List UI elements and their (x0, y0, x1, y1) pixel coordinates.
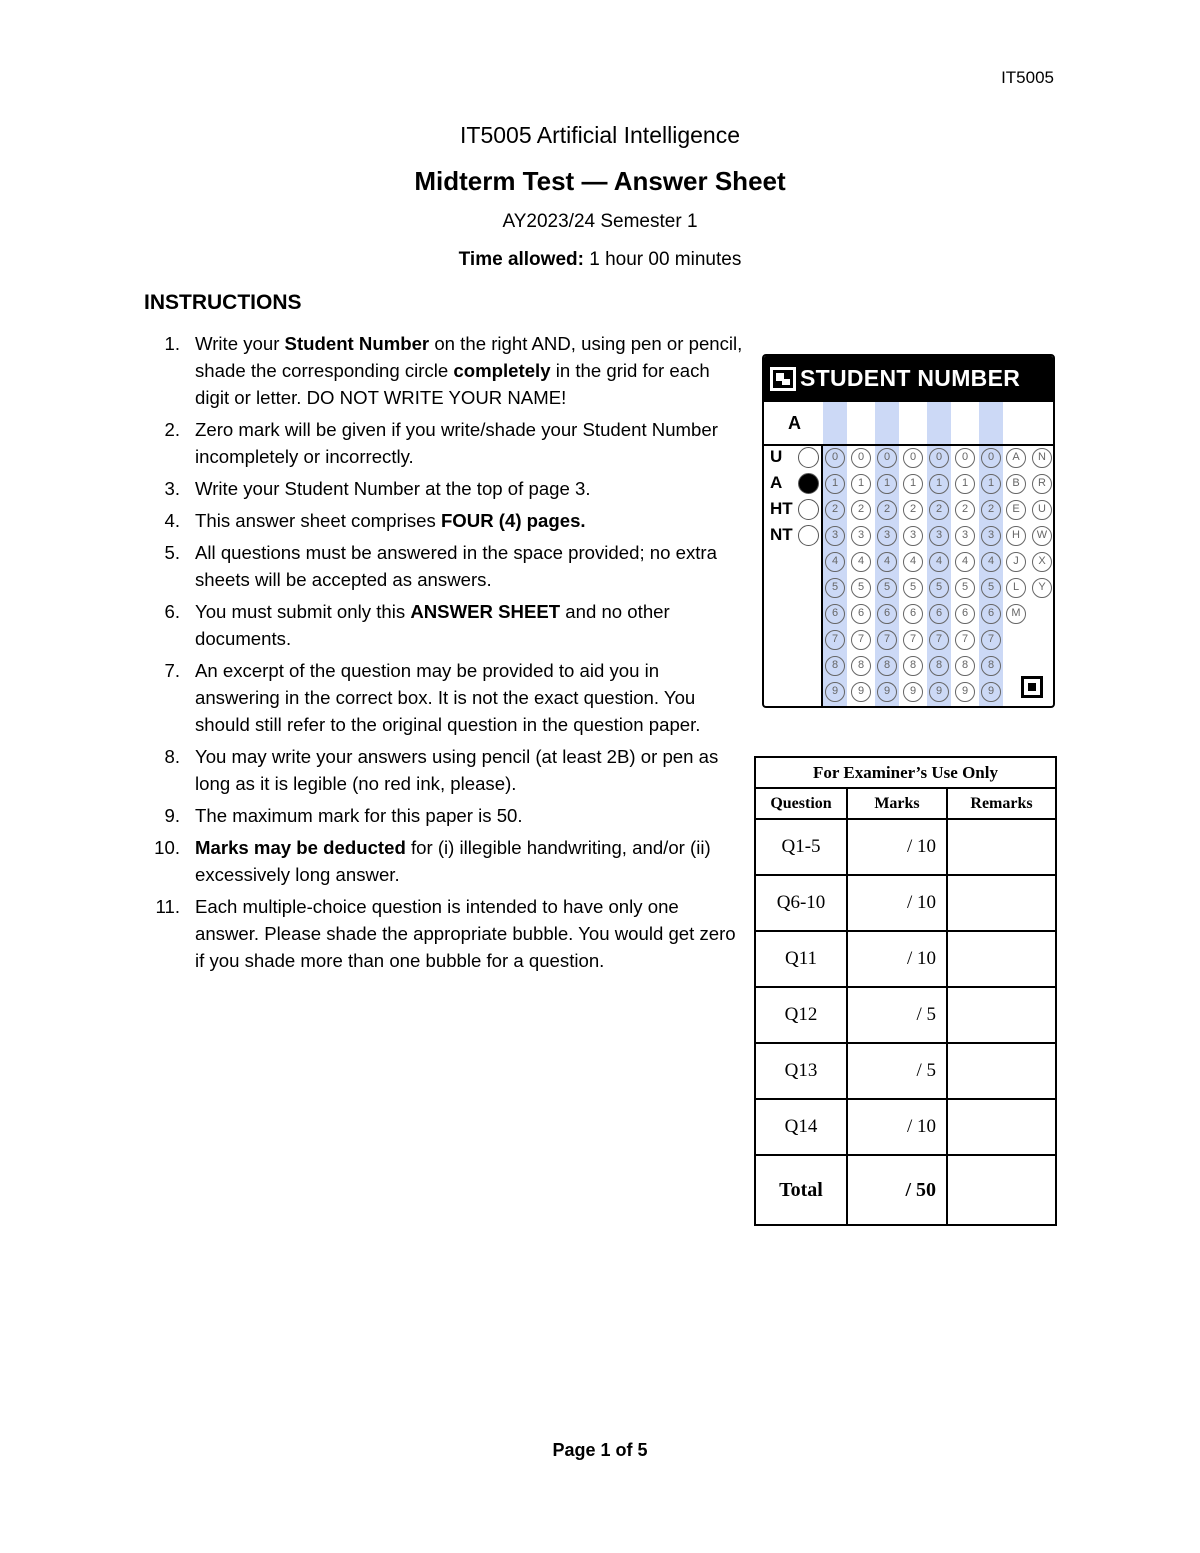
digit-bubble[interactable]: 7 (929, 630, 949, 650)
digit-bubble[interactable]: 2 (981, 500, 1001, 520)
student-number-grid (762, 354, 1055, 708)
digit-bubble[interactable]: 9 (955, 682, 975, 702)
instruction-item (144, 475, 744, 502)
digit-bubble[interactable]: 6 (877, 604, 897, 624)
instruction-text: Each multiple-choice question is intended to have only one answer. Please shade the appropriate bubble. You would get zero if you shade more than one bubble for a question. (195, 896, 736, 971)
instruction-text: The maximum mark for this paper is 50. (195, 805, 523, 826)
table-row (755, 987, 1056, 1043)
instruction-text: and no other documents. (195, 601, 670, 649)
letter-bubble[interactable]: Y (1032, 578, 1052, 598)
written-letter: A (788, 413, 801, 433)
digit-bubble[interactable]: 8 (929, 656, 949, 676)
instruction-number: 4. (164, 510, 180, 531)
semester-line: AY2023/24 Semester 1 (502, 211, 698, 232)
prefix-bubble[interactable] (798, 447, 819, 468)
marks-cell[interactable]: / 10 (847, 931, 947, 987)
digit-bubble[interactable]: 9 (851, 682, 871, 702)
digit-bubble[interactable]: 5 (955, 578, 975, 598)
question-cell: Q11 (755, 931, 847, 987)
prefix-bubble[interactable] (798, 525, 819, 546)
digit-bubble[interactable]: 0 (981, 448, 1001, 468)
letter-bubble[interactable]: J (1006, 552, 1026, 572)
letter-bubble[interactable]: L (1006, 578, 1026, 598)
instruction-number: 9. (164, 805, 180, 826)
instruction-number: 8. (164, 746, 180, 767)
instruction-text: You may write your answers using pencil (at least 2B) or pen as long as it is legible (no red ink, please). (195, 746, 719, 794)
letter-bubble[interactable]: E (1006, 500, 1026, 520)
digit-bubble[interactable]: 6 (903, 604, 923, 624)
remarks-cell[interactable] (947, 875, 1056, 931)
digit-bubble[interactable]: 7 (825, 630, 845, 650)
instruction-item (144, 743, 744, 797)
instruction-text: on the right AND, using pen or pencil, shade the corresponding circle (195, 333, 743, 381)
instruction-item (144, 539, 744, 593)
digit-bubble[interactable]: 7 (851, 630, 871, 650)
digit-bubble[interactable]: 6 (955, 604, 975, 624)
digit-bubble[interactable]: 8 (825, 656, 845, 676)
table-row (755, 875, 1056, 931)
instruction-item (144, 330, 744, 411)
examiner-table (754, 756, 1057, 1226)
instruction-item (144, 598, 744, 652)
digit-bubble[interactable]: 9 (929, 682, 949, 702)
digit-bubble[interactable]: 0 (955, 448, 975, 468)
digit-bubble[interactable]: 6 (981, 604, 1001, 624)
digit-bubble[interactable]: 2 (825, 500, 845, 520)
instruction-text: An excerpt of the question may be provided to aid you in answering in the correct box. It is not the exact question. You should still refer to the original question in the question paper. (195, 660, 701, 735)
prefix-label: U (770, 447, 783, 466)
remarks-cell[interactable] (947, 1099, 1056, 1155)
digit-bubble[interactable]: 2 (955, 500, 975, 520)
digit-bubble[interactable]: 0 (877, 448, 897, 468)
instruction-item (144, 893, 744, 974)
letter-bubble[interactable]: N (1032, 448, 1052, 468)
instruction-item (144, 416, 744, 470)
total-marks-cell[interactable]: / 50 (847, 1155, 947, 1225)
digit-bubble[interactable]: 7 (903, 630, 923, 650)
digit-bubble[interactable]: 4 (877, 552, 897, 572)
total-row (755, 1155, 1056, 1225)
instruction-text: You must submit only this (195, 601, 411, 622)
digit-bubble[interactable]: 8 (903, 656, 923, 676)
digit-bubble[interactable]: 3 (903, 526, 923, 546)
instruction-text: for (i) illegible handwriting, and/or (ii) excessively long answer. (195, 837, 711, 885)
marks-cell[interactable]: / 10 (847, 819, 947, 875)
digit-bubble[interactable]: 9 (877, 682, 897, 702)
column-header-marks: Marks (847, 788, 947, 819)
instruction-text: FOUR (4) pages. (440, 510, 586, 531)
digit-bubble[interactable]: 9 (825, 682, 845, 702)
letter-bubble[interactable]: W (1032, 526, 1052, 546)
marks-cell[interactable]: / 5 (847, 1043, 947, 1099)
digit-bubble[interactable]: 1 (877, 474, 897, 494)
digit-bubble[interactable]: 6 (851, 604, 871, 624)
page-title: Midterm Test — Answer Sheet (414, 166, 786, 196)
digit-bubble[interactable]: 5 (825, 578, 845, 598)
question-cell: Q12 (755, 987, 847, 1043)
digit-bubble[interactable]: 2 (877, 500, 897, 520)
instruction-number: 1. (164, 333, 180, 354)
digit-bubble[interactable]: 5 (877, 578, 897, 598)
letter-bubble[interactable]: M (1006, 604, 1026, 624)
remarks-cell[interactable] (947, 1043, 1056, 1099)
digit-bubble[interactable]: 4 (981, 552, 1001, 572)
digit-bubble[interactable]: 4 (955, 552, 975, 572)
column-header-remarks: Remarks (947, 788, 1056, 819)
examiner-caption: For Examiner’s Use Only (755, 757, 1056, 788)
digit-bubble[interactable]: 8 (955, 656, 975, 676)
marks-cell[interactable]: / 10 (847, 1099, 947, 1155)
instruction-text: This answer sheet comprises (195, 510, 441, 531)
instruction-number: 2. (164, 419, 180, 440)
question-cell: Q13 (755, 1043, 847, 1099)
grid-divider (764, 444, 1055, 446)
instruction-item (144, 507, 744, 534)
digit-bubble[interactable]: 2 (929, 500, 949, 520)
instruction-text: Marks may be deducted (195, 837, 406, 858)
digit-bubble[interactable]: 3 (981, 526, 1001, 546)
digit-bubble[interactable]: 0 (825, 448, 845, 468)
instruction-item (144, 834, 744, 888)
instruction-item (144, 657, 744, 738)
instruction-number: 3. (164, 478, 180, 499)
digit-bubble[interactable]: 0 (929, 448, 949, 468)
instruction-text: All questions must be answered in the space provided; no extra sheets will be accepted as answers. (195, 542, 717, 590)
digit-bubble[interactable]: 0 (903, 448, 923, 468)
remarks-cell[interactable] (947, 1155, 1056, 1225)
corner-marker-icon (1021, 676, 1043, 698)
marks-cell[interactable]: / 5 (847, 987, 947, 1043)
header-course-code: IT5005 (1001, 68, 1054, 87)
digit-bubble[interactable]: 0 (851, 448, 871, 468)
letter-bubble[interactable]: A (1006, 448, 1026, 468)
instruction-number: 5. (164, 542, 180, 563)
digit-bubble[interactable]: 8 (851, 656, 871, 676)
digit-bubble[interactable]: 4 (929, 552, 949, 572)
letter-bubble[interactable]: R (1032, 474, 1052, 494)
digit-bubble[interactable]: 7 (877, 630, 897, 650)
instructions-heading: INSTRUCTIONS (144, 291, 302, 314)
time-value: 1 hour 00 minutes (583, 249, 742, 270)
table-row (755, 931, 1056, 987)
digit-bubble[interactable]: 2 (851, 500, 871, 520)
prefix-bubble[interactable] (798, 499, 819, 520)
qr-code-icon (770, 367, 796, 391)
instruction-number: 7. (164, 660, 180, 681)
letter-bubble[interactable]: H (1006, 526, 1026, 546)
instruction-number: 6. (164, 601, 180, 622)
digit-bubble[interactable]: 9 (903, 682, 923, 702)
page-footer: Page 1 of 5 (552, 1440, 648, 1460)
instruction-text: Write your (195, 333, 285, 354)
column-header-question: Question (755, 788, 847, 819)
digit-bubble[interactable]: 1 (903, 474, 923, 494)
digit-bubble[interactable]: 1 (825, 474, 845, 494)
instruction-text: ANSWER SHEET (410, 601, 561, 622)
letter-bubble[interactable]: X (1032, 552, 1052, 572)
grid-divider (821, 444, 823, 708)
digit-bubble[interactable]: 8 (981, 656, 1001, 676)
digit-bubble[interactable]: 5 (981, 578, 1001, 598)
digit-bubble[interactable]: 1 (929, 474, 949, 494)
digit-bubble[interactable]: 4 (851, 552, 871, 572)
digit-bubble[interactable]: 6 (929, 604, 949, 624)
digit-bubble[interactable]: 6 (825, 604, 845, 624)
remarks-cell[interactable] (947, 987, 1056, 1043)
digit-bubble[interactable]: 1 (851, 474, 871, 494)
time-label: Time allowed: (458, 249, 584, 270)
instruction-number: 11. (155, 896, 180, 917)
instruction-text: completely (453, 360, 551, 381)
digit-bubble[interactable]: 3 (825, 526, 845, 546)
student-number-header (764, 356, 1055, 402)
time-allowed (0, 249, 1200, 271)
remarks-cell[interactable] (947, 931, 1056, 987)
prefix-bubble[interactable] (798, 473, 819, 494)
digit-bubble[interactable]: 5 (929, 578, 949, 598)
digit-bubble[interactable]: 3 (929, 526, 949, 546)
student-number-title: STUDENT NUMBER (800, 365, 1021, 391)
question-cell: Q14 (755, 1099, 847, 1155)
digit-bubble[interactable]: 7 (955, 630, 975, 650)
digit-bubble[interactable]: 3 (877, 526, 897, 546)
digit-bubble[interactable]: 1 (981, 474, 1001, 494)
instruction-text: Student Number (284, 333, 430, 354)
marks-cell[interactable]: / 10 (847, 875, 947, 931)
digit-bubble[interactable]: 4 (903, 552, 923, 572)
digit-bubble[interactable]: 4 (825, 552, 845, 572)
table-row (755, 1099, 1056, 1155)
digit-bubble[interactable]: 3 (851, 526, 871, 546)
digit-bubble[interactable]: 5 (851, 578, 871, 598)
prefix-label: NT (770, 525, 793, 544)
digit-bubble[interactable]: 5 (903, 578, 923, 598)
instructions-list (144, 330, 744, 979)
digit-bubble[interactable]: 8 (877, 656, 897, 676)
table-row (755, 1043, 1056, 1099)
instruction-text: in the grid for each digit or letter. DO NOT WRITE YOUR NAME! (195, 360, 710, 408)
digit-bubble[interactable]: 7 (981, 630, 1001, 650)
question-cell: Q1-5 (755, 819, 847, 875)
instruction-item (144, 802, 744, 829)
letter-bubble[interactable]: B (1006, 474, 1026, 494)
total-label: Total (755, 1155, 847, 1225)
instruction-text: Write your Student Number at the top of page 3. (195, 478, 591, 499)
course-title: IT5005 Artificial Intelligence (460, 122, 740, 148)
table-row (755, 819, 1056, 875)
prefix-label: A (770, 473, 783, 492)
instruction-number: 10. (154, 837, 180, 858)
digit-bubble[interactable]: 2 (903, 500, 923, 520)
remarks-cell[interactable] (947, 819, 1056, 875)
letter-bubble[interactable]: U (1032, 500, 1052, 520)
digit-bubble[interactable]: 1 (955, 474, 975, 494)
digit-bubble[interactable]: 9 (981, 682, 1001, 702)
question-cell: Q6-10 (755, 875, 847, 931)
digit-bubble[interactable]: 3 (955, 526, 975, 546)
prefix-label: HT (770, 499, 793, 518)
instruction-text: Zero mark will be given if you write/shade your Student Number incompletely or incorrectly. (195, 419, 718, 467)
